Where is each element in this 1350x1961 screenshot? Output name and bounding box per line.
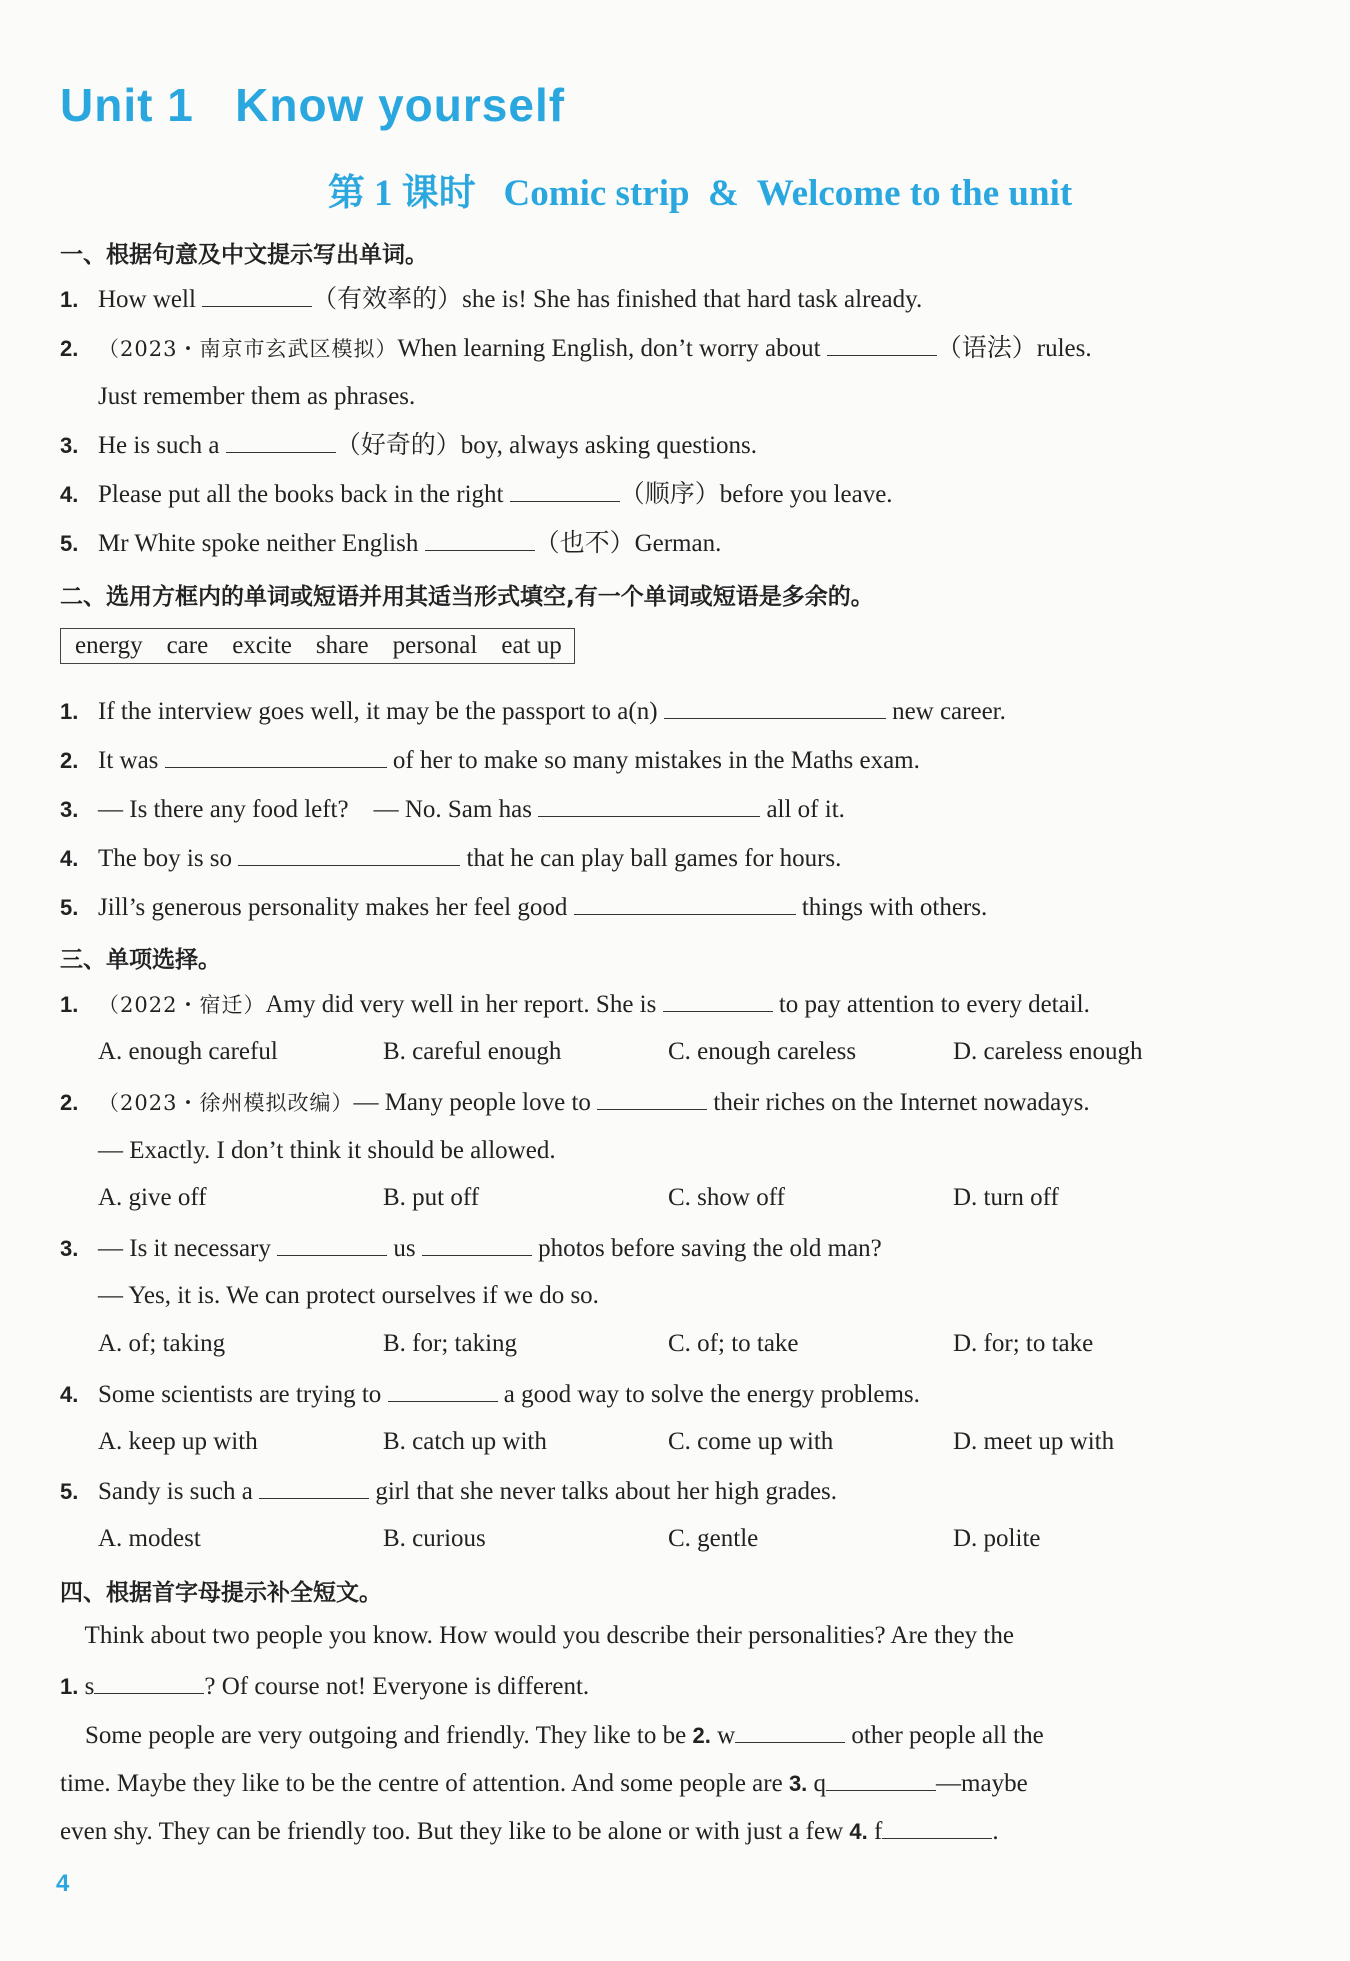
option-a[interactable]: A. modest [98,1525,201,1552]
option-b[interactable]: B. put off [383,1184,480,1211]
word-option: share [315,632,369,659]
answer-blank[interactable] [202,284,312,307]
option-d[interactable]: D. polite [953,1525,1041,1552]
answer-blank[interactable] [259,1476,369,1499]
mc-question-2-reply: — Exactly. I don’t think it should be allowed. [98,1137,556,1164]
s1-item-3: 3. He is such a （好奇的）boy, always asking questions. [60,432,758,459]
mc-question-5: 5. Sandy is such a girl that she never talks about her high grades. [60,1478,838,1505]
mc-question-2: 2. （2023・徐州模拟改编）— Many people love to their riches on the Internet nowadays. [60,1089,1090,1116]
mc-question-3: 3. — Is it necessary us photos before saving the old man? [60,1235,882,1262]
passage-line: Think about two people you know. How would you describe their personalities? Are they the [60,1622,1014,1649]
option-c[interactable]: C. enough careless [668,1038,857,1065]
option-d[interactable]: D. meet up with [953,1428,1115,1455]
s1-item-1: 1. How well （有效率的）she is! She has finished that hard task already. [60,286,923,313]
answer-blank[interactable] [664,696,886,719]
option-b[interactable]: B. catch up with [383,1428,547,1455]
option-a[interactable]: A. keep up with [98,1428,258,1455]
answer-blank[interactable] [165,745,387,768]
option-c[interactable]: C. gentle [668,1525,759,1552]
s1-item-4: 4. Please put all the books back in the right （顺序）before you leave. [60,481,893,508]
answer-blank[interactable] [510,479,620,502]
s1-item-2-continued: Just remember them as phrases. [98,383,416,410]
unit-title: Unit 1 Know yourself [60,79,566,131]
passage-line: Some people are very outgoing and friendly. They like to be 2. w other people all the [60,1722,1044,1749]
word-option: personal [392,632,478,659]
option-b[interactable]: B. for; taking [383,1330,518,1357]
lesson-title: 第 1 课时 Comic strip & Welcome to the unit [327,173,1073,214]
option-b[interactable]: B. curious [383,1525,486,1552]
answer-blank[interactable] [94,1671,204,1694]
s2-item-5: 5. Jill’s generous personality makes her feel good things with others. [60,894,988,921]
passage-line: even shy. They can be friendly too. But they like to be alone or with just a few 4. f . [60,1818,999,1845]
answer-blank[interactable] [882,1816,992,1839]
mc-question-4: 4. Some scientists are trying to a good way to solve the energy problems. [60,1381,920,1408]
option-d[interactable]: D. turn off [953,1184,1059,1211]
source-note: （2022・宿迁） [98,993,266,1017]
s2-item-1: 1. If the interview goes well, it may be the passport to a(n) new career. [60,698,1006,725]
option-c[interactable]: C. come up with [668,1428,834,1455]
answer-blank[interactable] [538,794,760,817]
s1-item-5: 5. Mr White spoke neither English （也不）German. [60,530,722,557]
s2-item-3: 3. — Is there any food left? — No. Sam has all of it. [60,796,845,823]
section2-heading: 二、选用方框内的单词或短语并用其适当形式填空,有一个单词或短语是多余的。 [60,584,874,610]
page-number: 4 [56,1870,70,1897]
option-a[interactable]: A. enough careful [98,1038,278,1065]
section4-heading: 四、根据首字母提示补全短文。 [60,1580,382,1606]
answer-blank[interactable] [238,843,460,866]
source-note: （2023・徐州模拟改编） [98,1091,354,1115]
mc-question-1: 1. （2022・宿迁）Amy did very well in her report. She is to pay attention to every detail. [60,991,1090,1018]
answer-blank[interactable] [663,989,773,1012]
option-c[interactable]: C. of; to take [668,1330,799,1357]
answer-blank[interactable] [827,333,937,356]
s1-item-2: 2. （2023・南京市玄武区模拟）When learning English, don’t worry about （语法）rules. [60,335,1092,362]
answer-blank[interactable] [226,430,336,453]
mc-question-3-reply: — Yes, it is. We can protect ourselves if we do so. [98,1282,599,1309]
option-c[interactable]: C. show off [668,1184,785,1211]
answer-blank[interactable] [826,1768,936,1791]
option-b[interactable]: B. careful enough [383,1038,562,1065]
answer-blank[interactable] [388,1379,498,1402]
word-option: energy [75,632,143,659]
option-d[interactable]: D. for; to take [953,1330,1094,1357]
passage-line: 1. s ? Of course not! Everyone is different. [60,1673,590,1700]
section3-heading: 三、单项选择。 [60,947,221,973]
s2-item-4: 4. The boy is so that he can play ball games for hours. [60,845,842,872]
option-d[interactable]: D. careless enough [953,1038,1143,1065]
word-option: eat up [501,632,562,659]
answer-blank[interactable] [425,528,535,551]
word-option: care [166,632,209,659]
option-a[interactable]: A. give off [98,1184,207,1211]
answer-blank[interactable] [735,1720,845,1743]
answer-blank[interactable] [597,1087,707,1110]
source-note: （2023・南京市玄武区模拟） [98,337,398,361]
word-box [60,628,575,664]
word-option: excite [232,632,292,659]
s2-item-2: 2. It was of her to make so many mistakes in the Maths exam. [60,747,920,774]
section1-heading: 一、根据句意及中文提示写出单词。 [60,242,428,268]
answer-blank[interactable] [277,1233,387,1256]
answer-blank[interactable] [422,1233,532,1256]
answer-blank[interactable] [574,892,796,915]
option-a[interactable]: A. of; taking [98,1330,226,1357]
passage-line: time. Maybe they like to be the centre of attention. And some people are 3. q —maybe [60,1770,1028,1797]
